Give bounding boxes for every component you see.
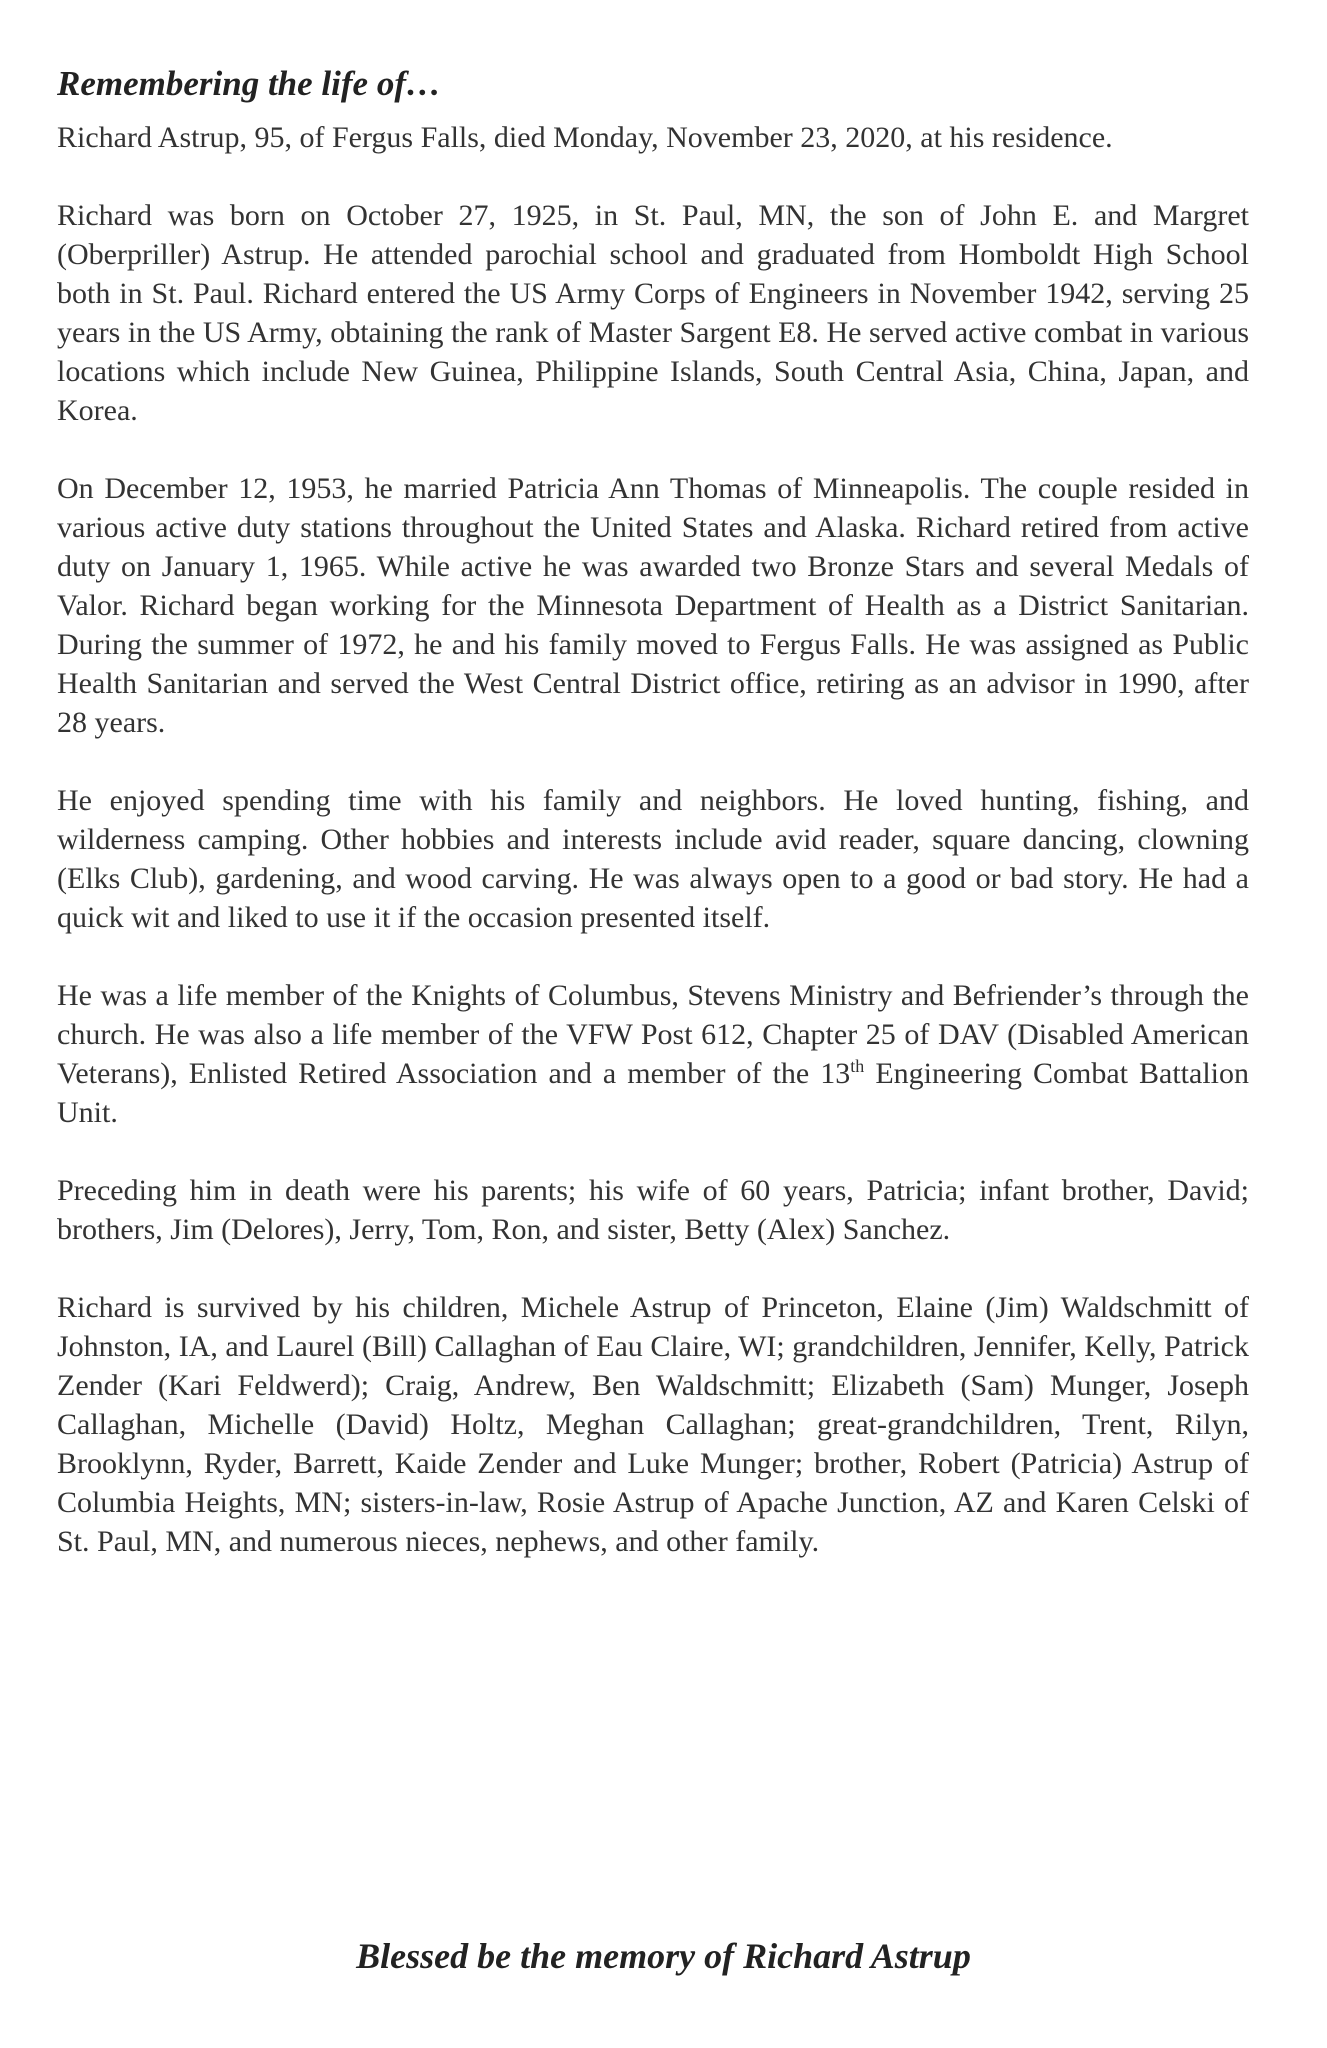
page-heading: Remembering the life of…: [57, 64, 441, 103]
obituary-document: [57, 62, 1249, 1600]
paragraph-survivors: Richard is survived by his children, Michele Astrup of Princeton, Elaine (Jim) Waldschmitt of Johnston, IA, and Laurel (Bill) Callaghan of Eau Claire, WI; grandchildren, Jennifer, Kelly, Patrick Zender (Kari Feldwerd); Craig, Andrew, Ben Waldschmitt; Elizabeth (Sam) Munger, Joseph Callaghan, Michelle (David) Holtz, Meghan Callaghan; great-grandchildren, Trent, Rilyn, Brooklynn, Ryder, Barrett, Kaide Zender and Luke Munger; brother, Robert (Patricia) Astrup of Columbia Heights, MN; sisters-in-law, Rosie Astrup of Apache Junction, AZ and Karen Celski of St. Paul, MN, and numerous nieces, nephews, and other family.: [57, 1291, 1249, 1558]
memberships-text: He was a life member of the Knights of Columbus, Stevens Ministry and Befriender’s through the church. He was also a life member of the VFW Post 612, Chapter 25 of DAV (Disabled American Veterans), Enlisted Retired Association and a member of the 13: [57, 979, 1249, 1090]
paragraph-marriage-career: On December 12, 1953, he married Patricia Ann Thomas of Minneapolis. The couple resided in various active duty stations throughout the United States and Alaska. Richard retired from active duty on January 1, 1965. While active he was awarded two Bronze Stars and several Medals of Valor. Richard began working for the Minnesota Department of Health as a District Sanitarian. During the summer of 1972, he and his family moved to Fergus Falls. He was assigned as Public Health Sanitarian and served the West Central District office, retiring as an advisor in 1990, after 28 years.: [57, 472, 1249, 739]
closing-line: Blessed be the memory of Richard Astrup: [356, 1936, 971, 1976]
paragraph-hobbies: He enjoyed spending time with his family and neighbors. He loved hunting, fishing, and wilderness camping. Other hobbies and interests include avid reader, square dancing, clowning (Elks Club), gardening, and wood carving. He was always open to a good or bad story. He had a quick wit and liked to use it if the occasion presented itself.: [57, 784, 1249, 934]
paragraph-death-notice: Richard Astrup, 95, of Fergus Falls, died Monday, November 23, 2020, at his residence.: [57, 121, 1113, 154]
paragraph-memberships: [57, 976, 1249, 1132]
memberships-text-end: Engineering Combat Battalion Unit.: [57, 1057, 1249, 1129]
ordinal-suffix: th: [850, 1056, 865, 1076]
paragraph-early-life: Richard was born on October 27, 1925, in St. Paul, MN, the son of John E. and Margret (Oberpriller) Astrup. He attended parochial school and graduated from Homboldt High School both in St. Paul. Richard entered the US Army Corps of Engineers in November 1942, serving 25 years in the US Army, obtaining the rank of Master Sargent E8. He served active combat in various locations which include New Guinea, Philippine Islands, South Central Asia, China, Japan, and Korea.: [57, 199, 1249, 427]
paragraph-preceded-in-death: Preceding him in death were his parents; his wife of 60 years, Patricia; infant brother, David; brothers, Jim (Delores), Jerry, Tom, Ron, and sister, Betty (Alex) Sanchez.: [57, 1174, 1249, 1246]
